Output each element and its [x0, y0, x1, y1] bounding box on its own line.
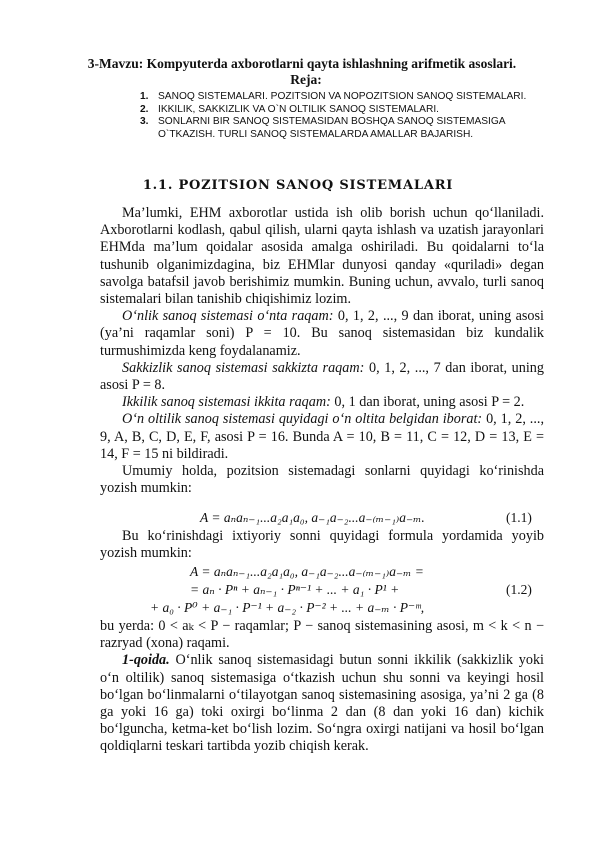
intro-block	[100, 205, 544, 497]
binary-term: Ikkilik sanoq sistemasi ikkita raqam:	[122, 394, 331, 411]
plan-item-number: 2.	[140, 103, 149, 115]
paragraph-general-form: Umumiy holda, pozitsion sistemadagi sonlarni quyidagi ko‘rinishda yozish mumkin:	[100, 463, 544, 497]
plan-item-text: IKKILIK, SAKKIZLIK VA O`N OLTILIK SANOQ SISTEMALARI.	[158, 103, 439, 115]
plan-item-text: SONLARNI BIR SANOQ SISTEMASIDAN BOSHQA SANOQ SISTEMASIGA O`TKAZISH. TURLI SANOQ SISTEMALARDA AMALLAR BAJARISH.	[158, 116, 506, 140]
paragraph-expansion: Bu ko‘rinishdagi ixtiyoriy sonni quyidagi formula yordamida yoyib yozish mumkin:	[100, 528, 544, 562]
formula-1-1-number: (1.1)	[506, 510, 532, 525]
hex-text: 0, 1, 2, ..., 9, A, B, C, D, E, F, asosi P = 16. Bunda A = 10, B = 11, C = 12, D = 13, E = 14, F = 15 ni bildiradi.	[100, 411, 544, 462]
formula-1-2-line-3: + a₀ · P⁰ + a₋₁ · P⁻¹ + a₋₂ · P⁻² + ... + a₋ₘ · P⁻ᵐ,	[150, 600, 425, 615]
formula-1-2-line-2: = aₙ · Pⁿ + aₙ₋₁ · Pⁿ⁻¹ + ... + a₁ · P¹ +	[190, 582, 400, 597]
paragraph-rule-1	[100, 652, 544, 755]
binary-text: 0, 1 dan iborat, uning asosi P = 2.	[330, 394, 525, 411]
paragraph-hex	[100, 411, 544, 463]
rule-1-text: O‘nlik sanoq sistemasidagi butun sonni ikkilik (sakkizlik yoki o‘n oltilik) sanoq sistemasiga o‘tkazish uchun shu sonni va keyingi hosil bo‘lgan bo‘linmalarni o‘tilayotgan sanoq sistemasining asosiga, ya’ni 2 ga (8 ga yoki 16 ga) toki oxirgi bo‘linma 2 dan (8 dan yoki 16 dan) kichik bo‘lguncha, ketma-ket bo‘lish lozim. So‘ngra oxirgi natijani va hosil bo‘lgan qoldiqlarni teskari tartibda yozib chiqish kerak.	[100, 652, 544, 755]
formula-1-2-line-1: A = aₙaₙ₋₁...a₂a₁a₀, a₋₁a₋₂...a₋₍ₘ₋₁₎a₋ₘ =	[190, 564, 424, 579]
decimal-term: O‘nlik sanoq sistemasi o‘nta raqam:	[122, 308, 334, 325]
plan-item	[140, 91, 550, 104]
decimal-text: 0, 1, 2, ..., 9 dan iborat, uning asosi (ya’ni raqamlar soni) P = 10. Bu sanoq sistemasidan biz kundalik turmushimizda keng foydalanamiz.	[100, 308, 544, 359]
plan-item	[140, 104, 550, 117]
formula-1-2-number: (1.2)	[506, 582, 532, 597]
plan-item-text: SANOQ SISTEMALARI. POZITSION VA NOPOZITSION SANOQ SISTEMALARI.	[158, 91, 527, 102]
paragraph-binary	[100, 394, 544, 411]
plan-list	[140, 91, 550, 141]
paragraph-where: bu yerda: 0 < aₖ < P − raqamlar; P − sanoq sistemasining asosi, m < k < n − razryad (xona) raqami.	[100, 618, 544, 652]
plan-item-number: 3.	[140, 116, 149, 128]
plan-heading: Reja:	[290, 72, 322, 87]
page-title: 3-Mavzu: Kompyuterda axborotlarni qayta ishlashning arifmetik asoslari.	[87, 56, 517, 71]
octal-text: 0, 1, 2, ..., 7 dan iborat, uning asosi P = 8.	[100, 359, 544, 394]
paragraph-intro: Ma’lumki, EHM axborotlar ustida ish olib borish uchun qo‘llaniladi. Axborotlarni kodlash, qabul qilish, ularni qayta ishlash va uzatish jarayonlari EHMda ma’lum qoidalar asosida amalga oshiriladi. Bu qoidalarni to‘la tushunib olganimizdagina, biz EHMlar dunyosi qanday «quriladi» degan savolga batafsil javob berishimiz mumkin. Buning uchun, avvalo, turli sanoq sistemalari bilan tanishib chiqishimiz lozim.	[100, 205, 544, 308]
formula-1-1: A = aₙaₙ₋₁...a₂a₁a₀, a₋₁a₋₂...a₋₍ₘ₋₁₎a₋ₘ.	[200, 510, 425, 525]
plan-item	[140, 116, 550, 141]
octal-term: Sakkizlik sanoq sistemasi sakkizta raqam:	[122, 359, 365, 376]
paragraph-octal	[100, 360, 544, 394]
expansion-block	[100, 528, 544, 562]
plan-item-number: 1.	[140, 91, 149, 102]
rule-1-term: 1-qoida.	[122, 652, 170, 669]
section-title: 1.1. POZITSION SANOQ SISTEMALARI	[142, 178, 454, 193]
paragraph-decimal	[100, 308, 544, 360]
rule-block	[100, 618, 544, 756]
hex-term: O‘n oltilik sanoq sistemasi quyidagi o‘n oltita belgidan iborat:	[122, 411, 483, 428]
